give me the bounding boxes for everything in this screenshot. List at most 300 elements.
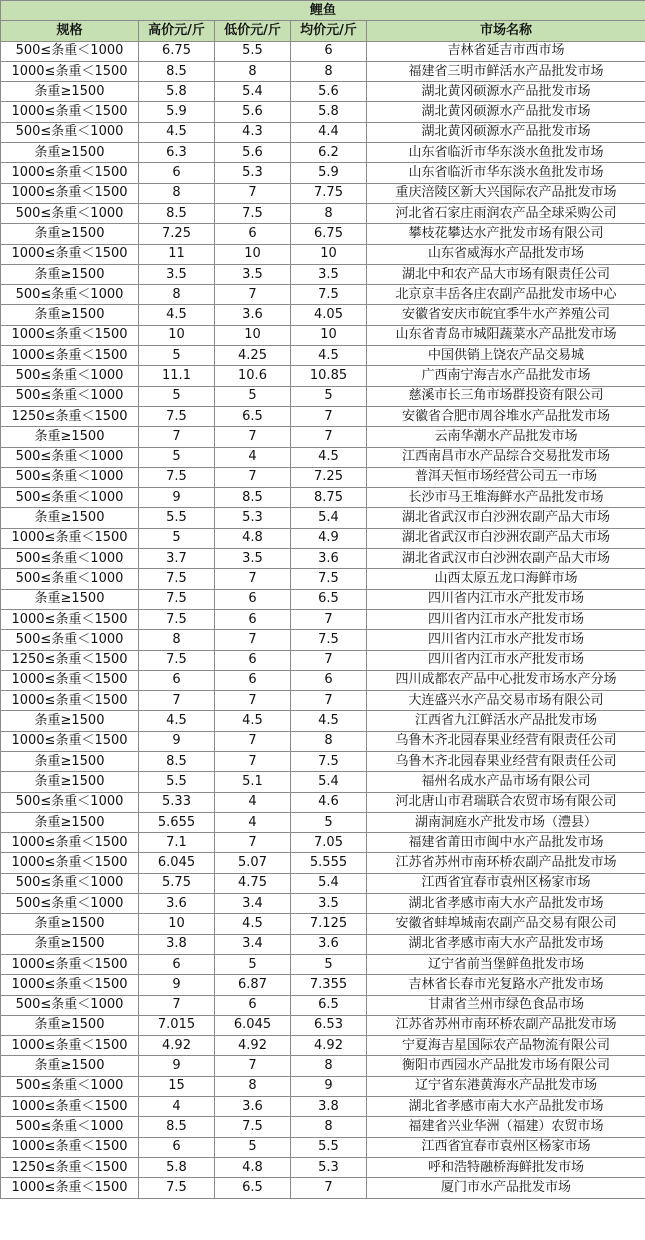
cell-low-price: 5.4 [215, 82, 291, 102]
cell-avg-price: 3.5 [291, 264, 367, 284]
cell-high-price: 6 [139, 954, 215, 974]
table-row [1, 772, 645, 792]
cell-low-price: 3.6 [215, 305, 291, 325]
cell-low-price: 5.6 [215, 102, 291, 122]
cell-high-price: 9 [139, 488, 215, 508]
cell-low-price: 7 [215, 751, 291, 771]
cell-low-price: 4.92 [215, 1036, 291, 1056]
cell-high-price: 5.8 [139, 1157, 215, 1177]
table-row [1, 346, 645, 366]
table-row [1, 1178, 645, 1198]
cell-high-price: 5.75 [139, 873, 215, 893]
cell-low-price: 4.25 [215, 346, 291, 366]
cell-spec: 条重≥1500 [1, 264, 139, 284]
cell-high-price: 7.5 [139, 1178, 215, 1198]
table-row [1, 406, 645, 426]
cell-spec: 500≤条重＜1000 [1, 1076, 139, 1096]
table-title: 鲤鱼 [1, 1, 645, 21]
cell-low-price: 4.8 [215, 1157, 291, 1177]
cell-high-price: 8.5 [139, 203, 215, 223]
cell-spec: 500≤条重＜1000 [1, 122, 139, 142]
table-row [1, 163, 645, 183]
cell-spec: 1000≤条重＜1500 [1, 833, 139, 853]
cell-market: 慈溪市长三角市场群投资有限公司 [367, 386, 645, 406]
cell-avg-price: 5 [291, 386, 367, 406]
cell-low-price: 4.75 [215, 873, 291, 893]
cell-avg-price: 7.125 [291, 914, 367, 934]
table-row [1, 467, 645, 487]
cell-market: 吉林省长春市光复路水产批发市场 [367, 975, 645, 995]
cell-spec: 条重≥1500 [1, 751, 139, 771]
cell-high-price: 7 [139, 995, 215, 1015]
cell-high-price: 8.5 [139, 1117, 215, 1137]
cell-spec: 1000≤条重＜1500 [1, 325, 139, 345]
cell-market: 厦门市水产品批发市场 [367, 1178, 645, 1198]
table-row [1, 183, 645, 203]
cell-avg-price: 8 [291, 203, 367, 223]
cell-market: 四川省内江市水产批发市场 [367, 630, 645, 650]
cell-avg-price: 8 [291, 731, 367, 751]
cell-market: 湖北黄冈硕源水产品批发市场 [367, 122, 645, 142]
cell-avg-price: 4.4 [291, 122, 367, 142]
cell-avg-price: 4.05 [291, 305, 367, 325]
table-row [1, 1117, 645, 1137]
cell-high-price: 6 [139, 1137, 215, 1157]
cell-high-price: 10 [139, 325, 215, 345]
title-row [1, 1, 645, 21]
table-row [1, 1015, 645, 1035]
cell-market: 广西南宁海吉水产品批发市场 [367, 366, 645, 386]
cell-spec: 1000≤条重＜1500 [1, 1097, 139, 1117]
cell-avg-price: 9 [291, 1076, 367, 1096]
cell-market: 四川省内江市水产批发市场 [367, 609, 645, 629]
cell-market: 湖北省武汉市白沙洲农副产品大市场 [367, 528, 645, 548]
table-row [1, 61, 645, 81]
cell-high-price: 6 [139, 670, 215, 690]
cell-market: 辽宁省东港黄海水产品批发市场 [367, 1076, 645, 1096]
cell-avg-price: 5 [291, 954, 367, 974]
cell-high-price: 9 [139, 1056, 215, 1076]
cell-high-price: 5.9 [139, 102, 215, 122]
cell-spec: 500≤条重＜1000 [1, 549, 139, 569]
cell-spec: 1000≤条重＜1500 [1, 346, 139, 366]
table-row [1, 975, 645, 995]
cell-avg-price: 5.8 [291, 102, 367, 122]
table-row [1, 1076, 645, 1096]
table-row [1, 549, 645, 569]
cell-spec: 条重≥1500 [1, 589, 139, 609]
cell-avg-price: 7 [291, 691, 367, 711]
table-row [1, 691, 645, 711]
cell-high-price: 8 [139, 285, 215, 305]
cell-high-price: 5.5 [139, 772, 215, 792]
table-row [1, 589, 645, 609]
table-row [1, 873, 645, 893]
cell-market: 江苏省苏州市南环桥农副产品批发市场 [367, 1015, 645, 1035]
cell-high-price: 4.5 [139, 711, 215, 731]
cell-spec: 500≤条重＜1000 [1, 792, 139, 812]
table-row [1, 1036, 645, 1056]
cell-avg-price: 5.6 [291, 82, 367, 102]
table-row [1, 751, 645, 771]
cell-market: 安徽省安庆市皖宜季牛水产养殖公司 [367, 305, 645, 325]
cell-spec: 1250≤条重＜1500 [1, 650, 139, 670]
cell-market: 福州名成水产品市场有限公司 [367, 772, 645, 792]
cell-low-price: 5.07 [215, 853, 291, 873]
cell-low-price: 6 [215, 224, 291, 244]
cell-low-price: 7 [215, 467, 291, 487]
table-row [1, 1157, 645, 1177]
cell-market: 衡阳市西园水产品批发市场有限公司 [367, 1056, 645, 1076]
cell-market: 湖北省孝感市南大水产品批发市场 [367, 894, 645, 914]
table-row [1, 954, 645, 974]
cell-spec: 1000≤条重＜1500 [1, 731, 139, 751]
table-row [1, 630, 645, 650]
cell-market: 山东省青岛市城阳蔬菜水产品批发市场 [367, 325, 645, 345]
cell-low-price: 4.3 [215, 122, 291, 142]
cell-avg-price: 6.2 [291, 143, 367, 163]
cell-market: 湖北省武汉市白沙洲农副产品大市场 [367, 549, 645, 569]
cell-avg-price: 8 [291, 1117, 367, 1137]
cell-market: 湖北中和农产品大市场有限责任公司 [367, 264, 645, 284]
table-row [1, 812, 645, 832]
cell-avg-price: 5 [291, 812, 367, 832]
table-row [1, 264, 645, 284]
cell-market: 乌鲁木齐北园春果业经营有限责任公司 [367, 751, 645, 771]
cell-spec: 条重≥1500 [1, 812, 139, 832]
cell-avg-price: 7 [291, 427, 367, 447]
cell-low-price: 6 [215, 609, 291, 629]
cell-avg-price: 10.85 [291, 366, 367, 386]
cell-high-price: 8.5 [139, 61, 215, 81]
cell-spec: 条重≥1500 [1, 224, 139, 244]
table-row [1, 894, 645, 914]
cell-low-price: 10 [215, 244, 291, 264]
cell-low-price: 3.4 [215, 934, 291, 954]
cell-avg-price: 6 [291, 41, 367, 61]
cell-spec: 500≤条重＜1000 [1, 203, 139, 223]
cell-low-price: 7 [215, 285, 291, 305]
header-low-price: 低价元/斤 [215, 21, 291, 41]
cell-low-price: 3.6 [215, 1097, 291, 1117]
cell-high-price: 11 [139, 244, 215, 264]
cell-market: 甘肃省兰州市绿色食品市场 [367, 995, 645, 1015]
cell-low-price: 5 [215, 1137, 291, 1157]
cell-market: 湖北黄冈硕源水产品批发市场 [367, 102, 645, 122]
cell-low-price: 10.6 [215, 366, 291, 386]
cell-low-price: 6 [215, 995, 291, 1015]
cell-spec: 1000≤条重＜1500 [1, 1137, 139, 1157]
cell-market: 乌鲁木齐北园春果业经营有限责任公司 [367, 731, 645, 751]
cell-low-price: 6.045 [215, 1015, 291, 1035]
cell-avg-price: 3.6 [291, 549, 367, 569]
cell-high-price: 5 [139, 386, 215, 406]
cell-high-price: 7.5 [139, 650, 215, 670]
table-row [1, 244, 645, 264]
cell-spec: 条重≥1500 [1, 427, 139, 447]
cell-high-price: 6.75 [139, 41, 215, 61]
cell-high-price: 10 [139, 914, 215, 934]
cell-avg-price: 8 [291, 1056, 367, 1076]
cell-high-price: 6.045 [139, 853, 215, 873]
cell-market: 大连盛兴水产品交易市场有限公司 [367, 691, 645, 711]
table-row [1, 427, 645, 447]
cell-low-price: 5.5 [215, 41, 291, 61]
cell-low-price: 6 [215, 589, 291, 609]
cell-high-price: 4 [139, 1097, 215, 1117]
cell-avg-price: 10 [291, 325, 367, 345]
cell-high-price: 3.8 [139, 934, 215, 954]
cell-spec: 500≤条重＜1000 [1, 569, 139, 589]
cell-avg-price: 7 [291, 1178, 367, 1198]
cell-high-price: 4.5 [139, 305, 215, 325]
table-row [1, 447, 645, 467]
cell-high-price: 3.5 [139, 264, 215, 284]
cell-high-price: 4.5 [139, 122, 215, 142]
cell-high-price: 5.33 [139, 792, 215, 812]
cell-spec: 500≤条重＜1000 [1, 1117, 139, 1137]
cell-spec: 1000≤条重＜1500 [1, 853, 139, 873]
table-row [1, 528, 645, 548]
cell-avg-price: 3.8 [291, 1097, 367, 1117]
cell-low-price: 7 [215, 630, 291, 650]
cell-spec: 1000≤条重＜1500 [1, 670, 139, 690]
table-row [1, 833, 645, 853]
cell-avg-price: 6.5 [291, 995, 367, 1015]
cell-spec: 1250≤条重＜1500 [1, 1157, 139, 1177]
table-row [1, 609, 645, 629]
cell-avg-price: 4.6 [291, 792, 367, 812]
cell-high-price: 3.7 [139, 549, 215, 569]
cell-high-price: 6 [139, 163, 215, 183]
cell-high-price: 5 [139, 447, 215, 467]
table-row [1, 670, 645, 690]
cell-low-price: 3.4 [215, 894, 291, 914]
table-row [1, 914, 645, 934]
cell-high-price: 5.5 [139, 508, 215, 528]
cell-high-price: 5 [139, 346, 215, 366]
cell-avg-price: 8 [291, 61, 367, 81]
cell-high-price: 7.1 [139, 833, 215, 853]
cell-market: 福建省莆田市闽中水产品批发市场 [367, 833, 645, 853]
cell-spec: 条重≥1500 [1, 1056, 139, 1076]
cell-avg-price: 3.6 [291, 934, 367, 954]
cell-avg-price: 7.5 [291, 751, 367, 771]
cell-market: 河北省石家庄雨润农产品全球采购公司 [367, 203, 645, 223]
cell-market: 湖北省孝感市南大水产品批发市场 [367, 1097, 645, 1117]
cell-spec: 1000≤条重＜1500 [1, 244, 139, 264]
cell-avg-price: 8.75 [291, 488, 367, 508]
table-row [1, 41, 645, 61]
cell-spec: 500≤条重＜1000 [1, 488, 139, 508]
cell-low-price: 7 [215, 731, 291, 751]
cell-avg-price: 6.5 [291, 589, 367, 609]
cell-high-price: 7.5 [139, 467, 215, 487]
cell-avg-price: 5.4 [291, 508, 367, 528]
cell-high-price: 7.015 [139, 1015, 215, 1035]
cell-spec: 1250≤条重＜1500 [1, 406, 139, 426]
table-row [1, 853, 645, 873]
cell-avg-price: 7.05 [291, 833, 367, 853]
cell-spec: 500≤条重＜1000 [1, 630, 139, 650]
cell-spec: 1000≤条重＜1500 [1, 691, 139, 711]
cell-market: 江西省九江鲜活水产品批发市场 [367, 711, 645, 731]
cell-avg-price: 5.5 [291, 1137, 367, 1157]
cell-market: 湖南洞庭水产批发市场（澧县） [367, 812, 645, 832]
cell-spec: 1000≤条重＜1500 [1, 975, 139, 995]
cell-low-price: 7 [215, 691, 291, 711]
cell-low-price: 8 [215, 1076, 291, 1096]
cell-spec: 500≤条重＜1000 [1, 386, 139, 406]
cell-avg-price: 5.4 [291, 772, 367, 792]
cell-low-price: 5.1 [215, 772, 291, 792]
cell-low-price: 6 [215, 670, 291, 690]
cell-low-price: 4 [215, 812, 291, 832]
cell-market: 安徽省合肥市周谷堆水产品批发市场 [367, 406, 645, 426]
cell-spec: 1000≤条重＜1500 [1, 1178, 139, 1198]
cell-high-price: 5.655 [139, 812, 215, 832]
cell-low-price: 7 [215, 569, 291, 589]
header-high-price: 高价元/斤 [139, 21, 215, 41]
cell-avg-price: 7.355 [291, 975, 367, 995]
cell-avg-price: 6 [291, 670, 367, 690]
table-row [1, 305, 645, 325]
table-row [1, 934, 645, 954]
cell-market: 山东省临沂市华东淡水鱼批发市场 [367, 143, 645, 163]
table-row [1, 122, 645, 142]
cell-market: 普洱天恒市场经营公司五一市场 [367, 467, 645, 487]
cell-low-price: 6.87 [215, 975, 291, 995]
cell-avg-price: 4.5 [291, 447, 367, 467]
cell-spec: 条重≥1500 [1, 914, 139, 934]
cell-high-price: 7.5 [139, 406, 215, 426]
cell-market: 安徽省蚌埠城南农副产品交易有限公司 [367, 914, 645, 934]
cell-high-price: 15 [139, 1076, 215, 1096]
cell-market: 呼和浩特融桥海鲜批发市场 [367, 1157, 645, 1177]
cell-avg-price: 5.555 [291, 853, 367, 873]
cell-market: 辽宁省前当堡鲜鱼批发市场 [367, 954, 645, 974]
cell-low-price: 4.8 [215, 528, 291, 548]
cell-market: 宁夏海吉星国际农产品物流有限公司 [367, 1036, 645, 1056]
table-row [1, 143, 645, 163]
cell-spec: 条重≥1500 [1, 82, 139, 102]
cell-market: 云南华潮水产品批发市场 [367, 427, 645, 447]
cell-spec: 500≤条重＜1000 [1, 366, 139, 386]
cell-market: 四川省内江市水产批发市场 [367, 589, 645, 609]
cell-high-price: 4.92 [139, 1036, 215, 1056]
cell-avg-price: 3.5 [291, 894, 367, 914]
cell-spec: 500≤条重＜1000 [1, 285, 139, 305]
cell-market: 山东省临沂市华东淡水鱼批发市场 [367, 163, 645, 183]
cell-spec: 1000≤条重＜1500 [1, 183, 139, 203]
cell-spec: 条重≥1500 [1, 143, 139, 163]
cell-market: 江西省宜春市袁州区杨家市场 [367, 873, 645, 893]
table-row [1, 102, 645, 122]
cell-avg-price: 6.53 [291, 1015, 367, 1035]
cell-market: 山西太原五龙口海鲜市场 [367, 569, 645, 589]
table-row [1, 508, 645, 528]
cell-market: 山东省威海水产品批发市场 [367, 244, 645, 264]
cell-low-price: 7 [215, 427, 291, 447]
cell-avg-price: 7.5 [291, 285, 367, 305]
cell-spec: 500≤条重＜1000 [1, 447, 139, 467]
cell-high-price: 9 [139, 731, 215, 751]
cell-low-price: 6.5 [215, 1178, 291, 1198]
cell-avg-price: 5.9 [291, 163, 367, 183]
cell-market: 江苏省苏州市南环桥农副产品批发市场 [367, 853, 645, 873]
cell-low-price: 8.5 [215, 488, 291, 508]
table-row [1, 203, 645, 223]
cell-avg-price: 5.3 [291, 1157, 367, 1177]
cell-spec: 1000≤条重＜1500 [1, 61, 139, 81]
cell-market: 湖北省孝感市南大水产品批发市场 [367, 934, 645, 954]
cell-low-price: 7.5 [215, 203, 291, 223]
cell-high-price: 7.5 [139, 609, 215, 629]
table-row [1, 792, 645, 812]
header-spec: 规格 [1, 21, 139, 41]
cell-market: 河北唐山市君瑞联合农贸市场有限公司 [367, 792, 645, 812]
table-row [1, 325, 645, 345]
cell-high-price: 7 [139, 691, 215, 711]
cell-low-price: 5.3 [215, 508, 291, 528]
cell-low-price: 5 [215, 386, 291, 406]
table-row [1, 1056, 645, 1076]
table-row [1, 366, 645, 386]
cell-market: 长沙市马王堆海鲜水产品批发市场 [367, 488, 645, 508]
cell-spec: 500≤条重＜1000 [1, 41, 139, 61]
cell-spec: 条重≥1500 [1, 934, 139, 954]
cell-spec: 条重≥1500 [1, 508, 139, 528]
cell-low-price: 10 [215, 325, 291, 345]
cell-avg-price: 7 [291, 406, 367, 426]
cell-market: 四川成都农产品中心批发市场水产分场 [367, 670, 645, 690]
cell-market: 湖北省武汉市白沙洲农副产品大市场 [367, 508, 645, 528]
cell-low-price: 7 [215, 183, 291, 203]
cell-high-price: 7 [139, 427, 215, 447]
cell-low-price: 8 [215, 61, 291, 81]
cell-avg-price: 4.9 [291, 528, 367, 548]
cell-market: 江西省宜春市袁州区杨家市场 [367, 1137, 645, 1157]
table-row [1, 731, 645, 751]
cell-high-price: 9 [139, 975, 215, 995]
cell-high-price: 6.3 [139, 143, 215, 163]
table-row [1, 711, 645, 731]
table-row [1, 224, 645, 244]
cell-spec: 条重≥1500 [1, 772, 139, 792]
cell-low-price: 7 [215, 833, 291, 853]
cell-low-price: 4.5 [215, 711, 291, 731]
cell-high-price: 5 [139, 528, 215, 548]
cell-high-price: 8 [139, 183, 215, 203]
cell-market: 四川省内江市水产批发市场 [367, 650, 645, 670]
cell-spec: 1000≤条重＜1500 [1, 1036, 139, 1056]
cell-spec: 500≤条重＜1000 [1, 995, 139, 1015]
cell-low-price: 5 [215, 954, 291, 974]
cell-high-price: 7.25 [139, 224, 215, 244]
table-row [1, 1097, 645, 1117]
cell-high-price: 8.5 [139, 751, 215, 771]
cell-avg-price: 7.75 [291, 183, 367, 203]
cell-low-price: 6.5 [215, 406, 291, 426]
cell-avg-price: 6.75 [291, 224, 367, 244]
table-row [1, 488, 645, 508]
cell-low-price: 3.5 [215, 549, 291, 569]
cell-market: 湖北黄冈硕源水产品批发市场 [367, 82, 645, 102]
cell-market: 中国供销上饶农产品交易城 [367, 346, 645, 366]
cell-low-price: 4 [215, 447, 291, 467]
cell-high-price: 5.8 [139, 82, 215, 102]
cell-high-price: 7.5 [139, 569, 215, 589]
